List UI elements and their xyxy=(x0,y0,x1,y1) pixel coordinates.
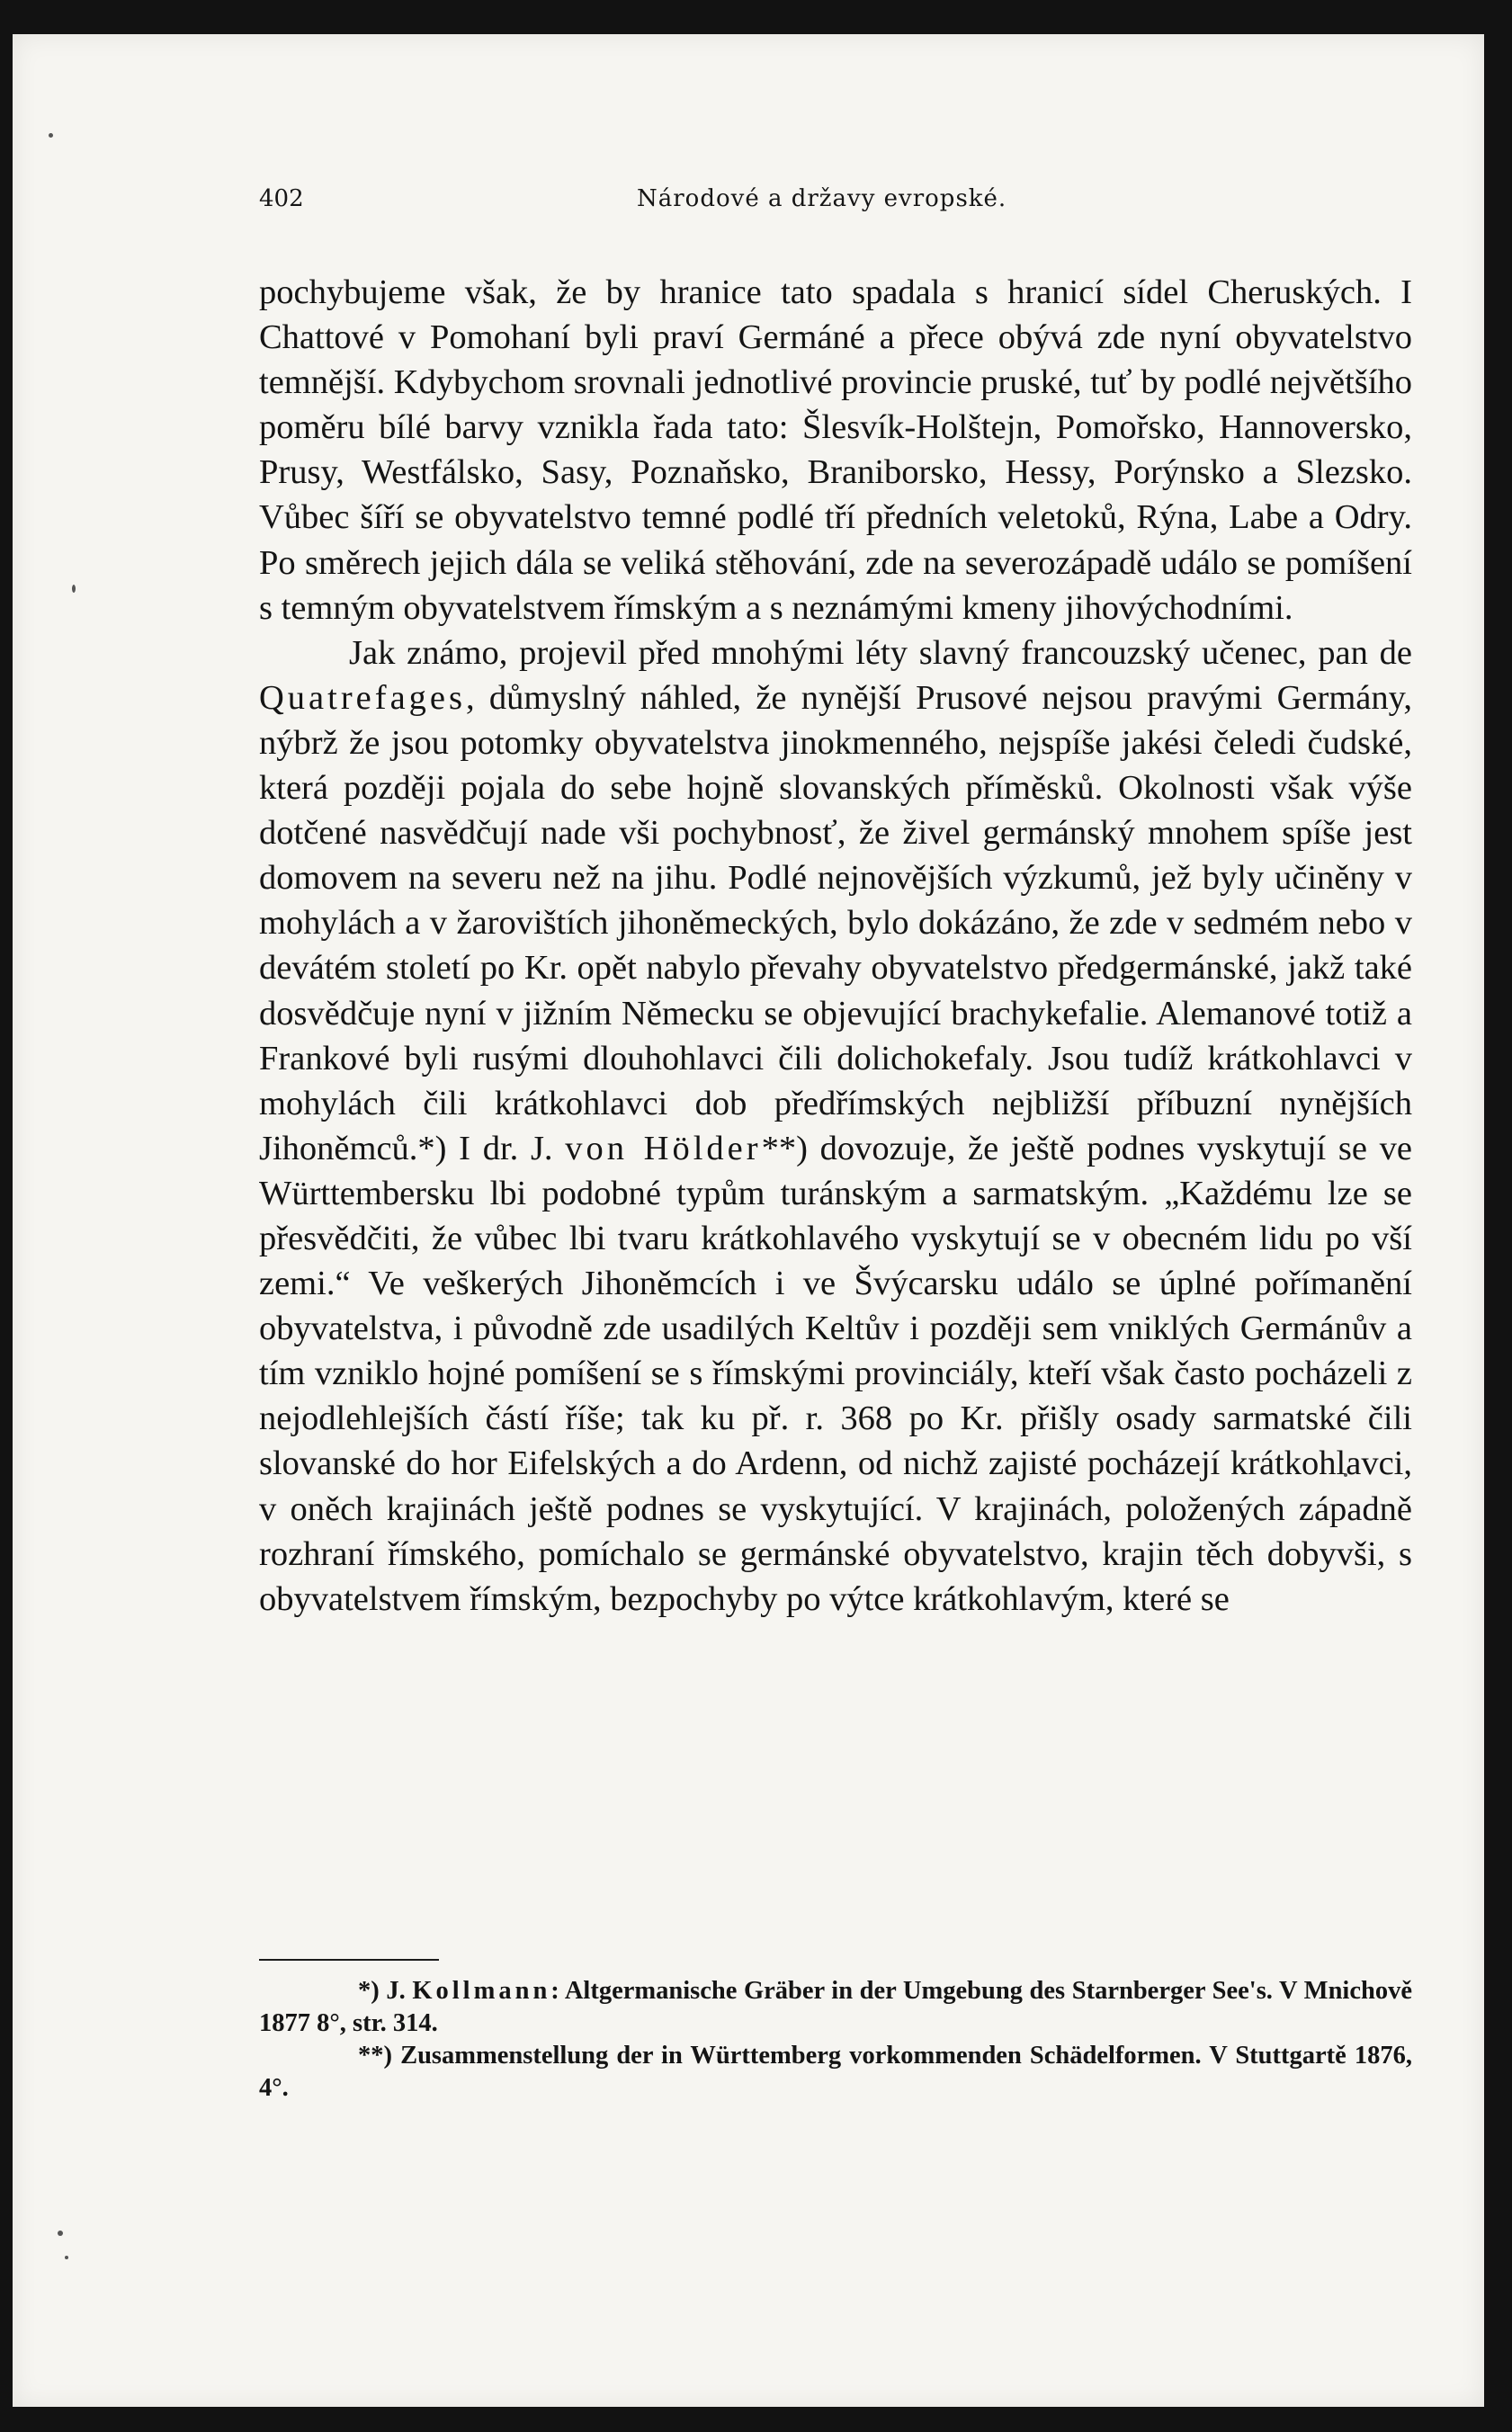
page-number: 402 xyxy=(259,185,304,212)
footnote-divider xyxy=(259,1959,439,1961)
body-text xyxy=(259,270,1412,1622)
footnote-1-author: Kollmann xyxy=(412,1977,551,2005)
paper-speck xyxy=(65,2256,68,2259)
footnote-1-text: : Altgermanische Gräber in der Umgebung des Starnberger See's. V Mnichově 1877 8°, str. 314. xyxy=(259,1977,1412,2037)
footnote-2-text: Zusammenstellung der in Württemberg vorkommenden Schädelformen. V Stuttgartě 1876, 4°. xyxy=(259,2042,1412,2102)
footnote-1-marker: *) J. xyxy=(358,1977,413,2005)
running-title: Národové a državy evropské. xyxy=(637,185,1007,212)
paper-speck xyxy=(72,585,76,593)
footnote-1 xyxy=(259,1975,1412,2040)
paragraph-2-part-b: , důmyslný náhled, že nynější Prusové nejsou pravými Germány, nýbrž že jsou potomky obyvatelstva jinokmenného, nejspíše jakési čeledi čudské, která později pojala do sebe hojně slovanských příměsků. Okolnosti však výše dotčené nasvědčují nade vši pochybnosť, že živel germánský mnohem spíše jest domovem na severu než na jihu. Podlé nejnovějších výzkumů, jež byly učiněny v mohylách a v žarovištích jihoněmeckých, bylo dokázáno, že zde v sedmém nebo v devátém století po Kr. opět nabylo převahy obyvatelstvo předgermánské, jakž také dosvědčuje nyní v jižním Německu se objevující brachykefalie. Alemanové totiž a Frankové byli rusými dlouhohlavci čili dolichokefaly. Jsou tudíž krátkohlavci v mohylách čili krátkohlavci dob předřímských nejbližší příbuzní nynějších Jihoněmců.*) I dr. J. xyxy=(259,678,1412,1167)
paragraph-2 xyxy=(259,630,1412,1622)
paragraph-1: pochybujeme však, že by hranice tato spadala s hranicí sídel Cheruských. I Chattové v Pomohaní byli praví Germáné a přece obývá zde nyní obyvatelstvo temnější. Kdybychom srovnali jednotlivé provincie pruské, tuť by podlé největšího poměru bílé barvy vznikla řada tato: Šlesvík-Holštejn, Pomořsko, Hannoversko, Prusy, Westfálsko, Sasy, Poznaňsko, Braniborsko, Hessy, Porýnsko a Slezsko. Vůbec šíří se obyvatelstvo temné podlé tří předních veletoků, Rýna, Labe a Odry. Po směrech jejich dála se veliká stěhování, zde na severozápadě událo se pomíšení s temným obyvatelstvem římským a s neznámými kmeny jihovýchodními. xyxy=(259,273,1412,627)
paragraph-2-part-a: Jak známo, projevil před mnohými léty slavný francouzský učenec, pan de xyxy=(349,633,1412,672)
footnote-2-marker: **) xyxy=(358,2042,401,2070)
paper-speck xyxy=(49,133,53,138)
footnote-2 xyxy=(259,2040,1412,2105)
footnotes xyxy=(259,1975,1412,2105)
paper-speck xyxy=(58,2231,63,2236)
author-name-quatrefages: Quatrefages xyxy=(259,678,466,717)
paragraph-2-part-c: **) dovozuje, že ještě podnes vyskytují se ve Württembersku lbi podobné typům turánským a sarmatským. „Každému lze se přesvědčiti, že vůbec lbi tvaru krátkohlavého vyskytují se v obecném lidu po vší zemi.“ Ve veškerých Jihoněmcích i ve Švýcarsku událo se úplné pořímanění obyvatelstva, i původně zde usadilých Keltův i později sem vniklých Germánův a tím vzniklo hojné pomíšení se s římskými provinciály, kteří však často pocházeli z nejodlehlejších částí říše; tak ku př. r. 368 po Kr. přišly osady sarmatské čili slovanské do hor Eifelských a do Ardenn, od nichž zajisté pocházejí krátkohlavci, v oněch krajinách ještě podnes se vyskytující. V krajinách, položených západně rozhraní římského, pomíchalo se germánské obyvatelstvo, krajin těch dobyvši, s obyvatelstvem římským, bezpochyby po výtce krátkohlavým, které se xyxy=(259,1129,1413,1618)
page-header xyxy=(259,185,1419,221)
author-name-holder: von Hölder xyxy=(565,1129,762,1167)
